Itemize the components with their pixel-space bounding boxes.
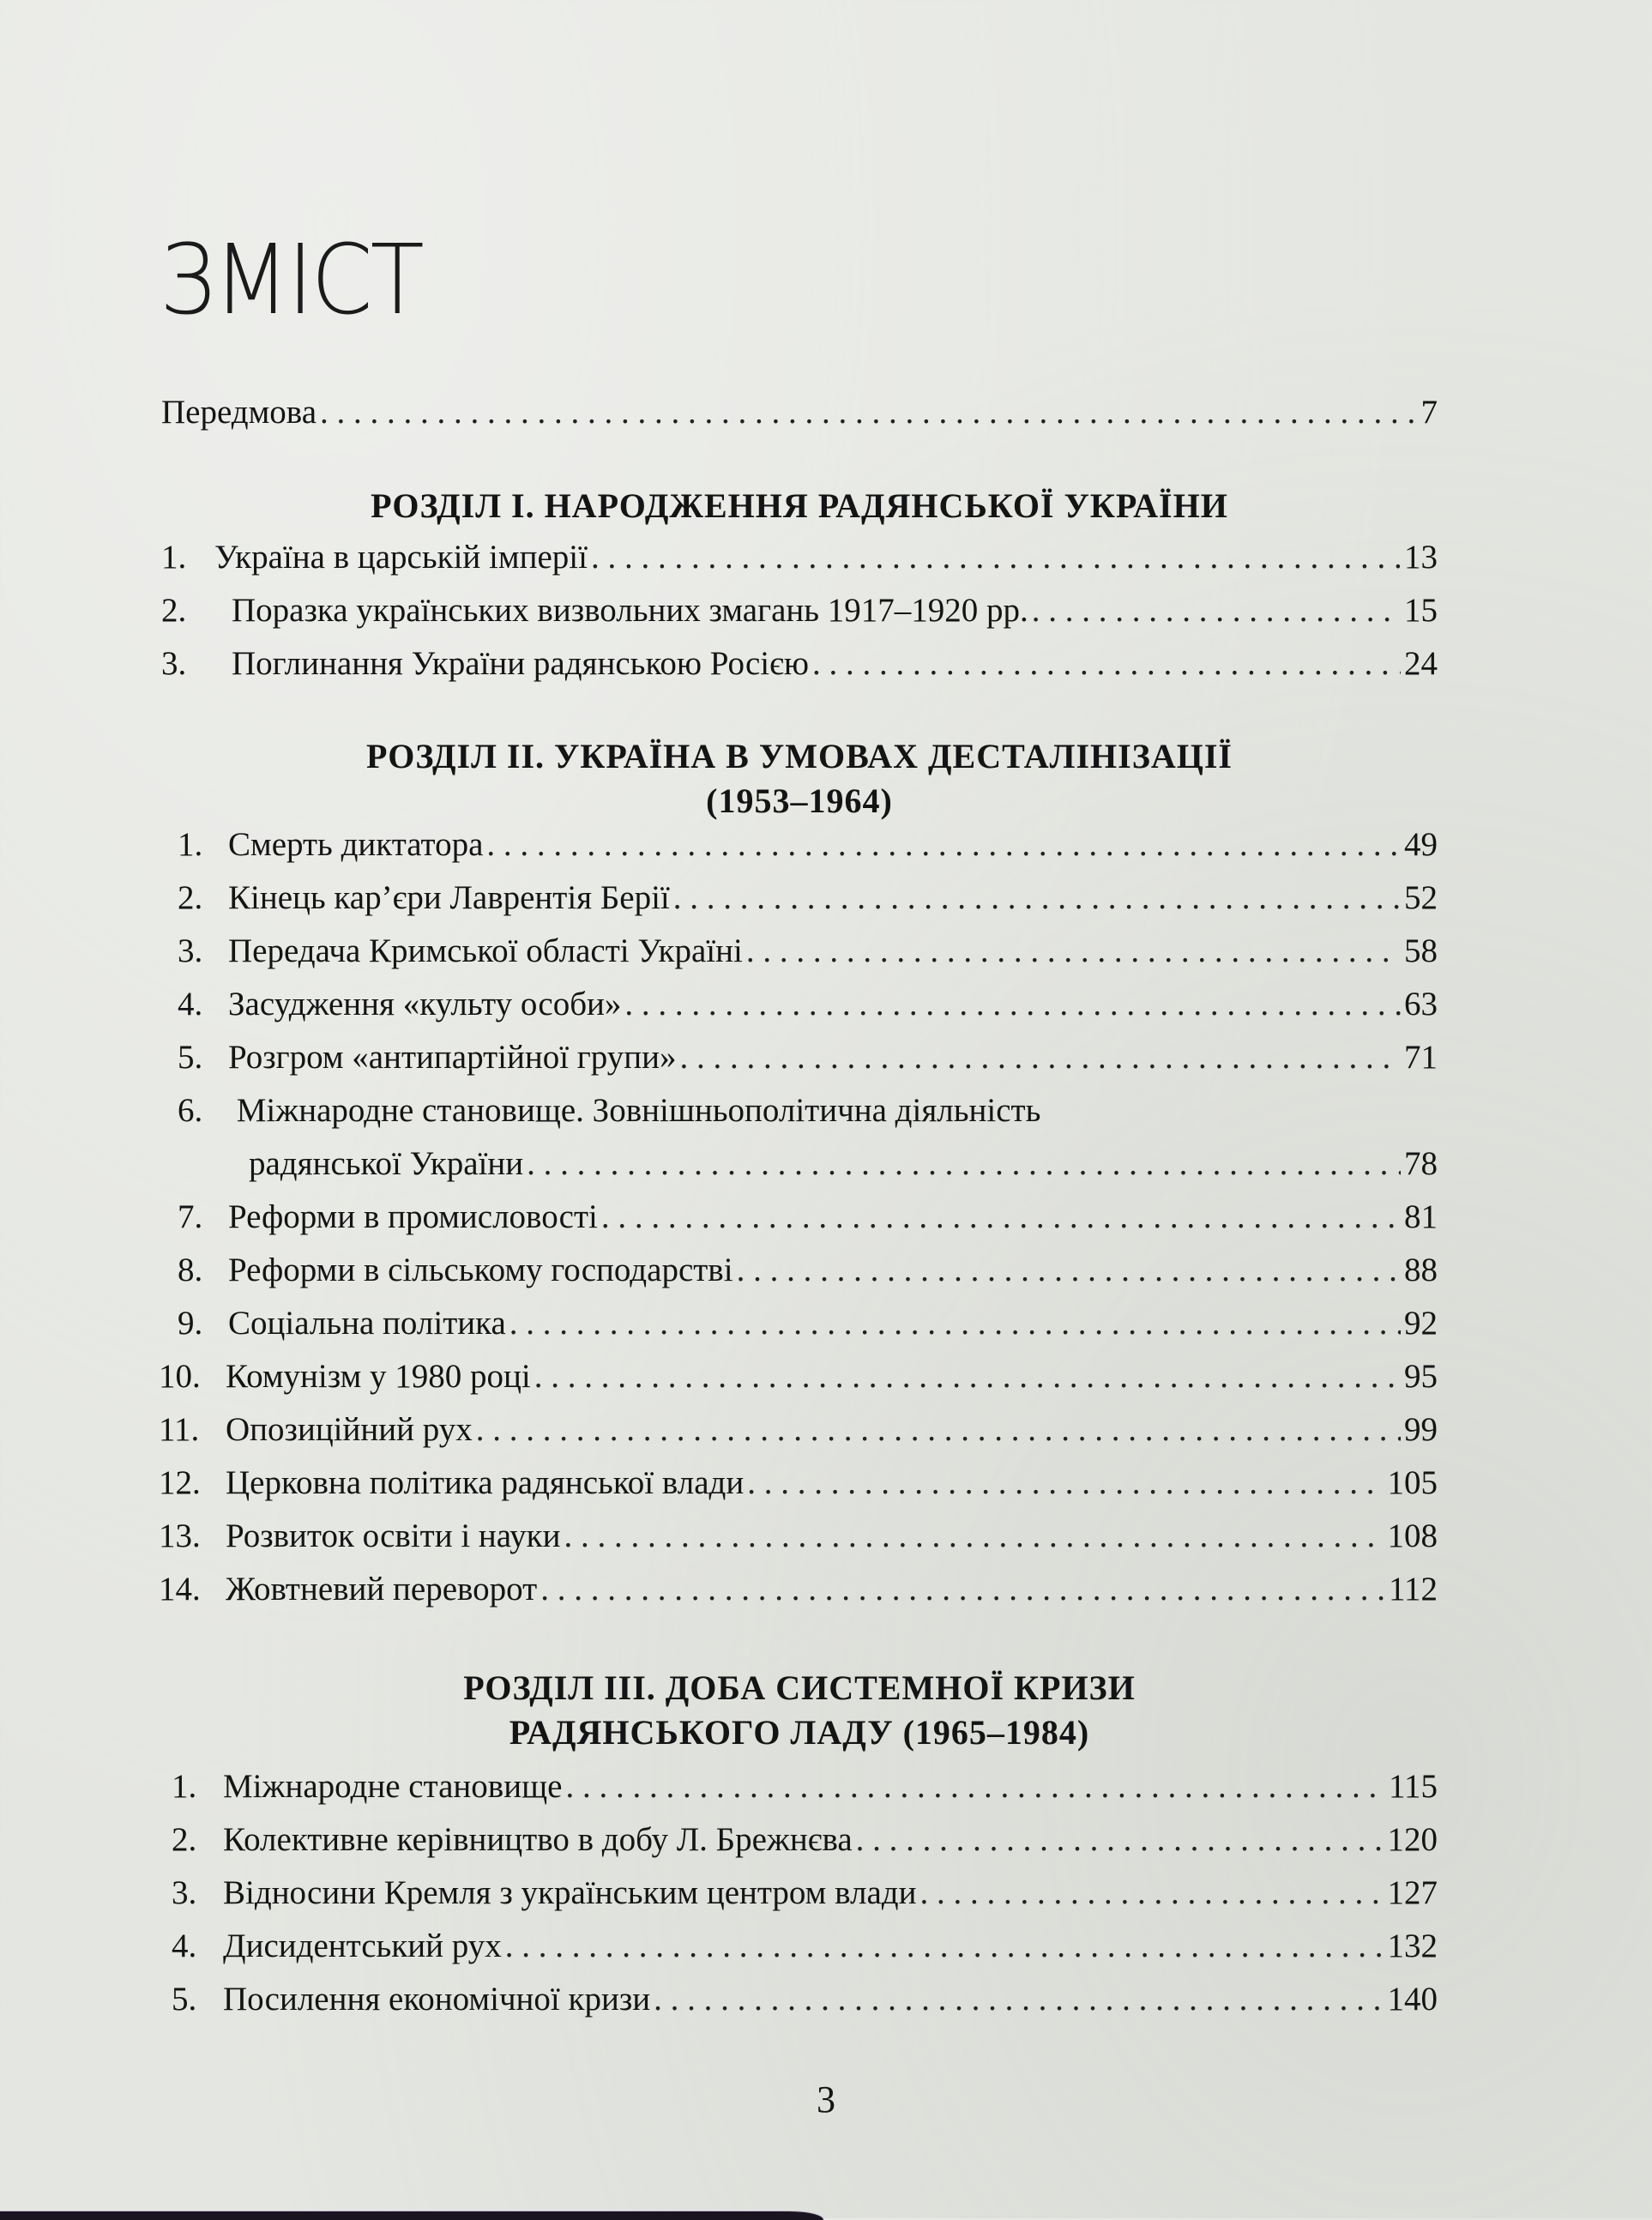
toc-page-number: 140 — [1387, 1981, 1438, 2018]
dot-leader — [565, 1765, 1385, 1808]
dot-leader — [624, 983, 1401, 1026]
section-heading-3-line2: РАДЯНСЬКОГО ЛАДУ (1965–1984) — [509, 1713, 1090, 1752]
dot-leader — [534, 1355, 1401, 1398]
toc-entry-label: Засудження «культу особи» — [228, 986, 622, 1023]
toc-entry[interactable] — [178, 1302, 1438, 1345]
toc-entry-number: 3. — [172, 1874, 197, 1911]
section-heading-2: РОЗДІЛ ІІ. УКРАЇНА В УМОВАХ ДЕСТАЛІНІЗАЦІЇ — [366, 737, 1233, 775]
toc-entry[interactable] — [161, 589, 1438, 632]
toc-entry-number: 5. — [172, 1981, 197, 2018]
toc-entry[interactable] — [172, 1765, 1438, 1808]
dot-leader — [747, 1462, 1384, 1505]
dot-leader — [476, 1409, 1401, 1451]
toc-entry-number: 1. — [172, 1768, 197, 1805]
toc-page-number: 115 — [1388, 1768, 1438, 1805]
toc-entry-label: Колективне керівництво в добу Л. Брежнєва — [223, 1821, 853, 1858]
toc-entry-number: 4. — [178, 986, 203, 1023]
dot-leader — [680, 1036, 1401, 1079]
toc-entry[interactable] — [161, 642, 1438, 685]
toc-entry-preface[interactable] — [161, 391, 1438, 434]
toc-page-number: 120 — [1387, 1821, 1438, 1858]
toc-entry-number: 1. — [161, 539, 187, 576]
book-edge-shadow — [0, 2211, 823, 2220]
toc-entry-number: 2. — [172, 1821, 197, 1858]
dot-leader — [1032, 589, 1401, 632]
toc-entry[interactable] — [159, 1515, 1438, 1558]
toc-entry-label: Реформи в промисловості — [228, 1198, 598, 1235]
toc-entry-number: 13. — [159, 1517, 201, 1554]
toc-entry-label: Опозиційний рух — [226, 1411, 473, 1448]
section-heading-1: РОЗДІЛ І. НАРОДЖЕННЯ РАДЯНСЬКОЇ УКРАЇНИ — [371, 486, 1228, 525]
toc-entry-number: 9. — [178, 1305, 203, 1342]
dot-leader — [673, 877, 1401, 920]
toc-page-number: 95 — [1404, 1358, 1438, 1395]
toc-entry-label: Смерть диктатора — [228, 826, 484, 863]
toc-entry-label: Посилення економічної кризи — [223, 1981, 651, 2018]
toc-page-number: 81 — [1404, 1198, 1438, 1235]
toc-entry-label: Поразка українських визвольних змагань 1917–1920 рр. — [232, 592, 1028, 629]
toc-page-number: 88 — [1404, 1252, 1438, 1288]
toc-entry[interactable] — [172, 1925, 1438, 1968]
toc-entry-label: Міжнародне становище. Зовнішньополітична діяльність — [236, 1092, 1041, 1129]
toc-entry-number: 12. — [159, 1464, 201, 1501]
dot-leader — [654, 1978, 1384, 2021]
toc-entry-label: Дисидентський рух — [223, 1927, 502, 1964]
dot-leader — [591, 536, 1401, 579]
toc-entry[interactable] — [172, 1819, 1438, 1861]
toc-entry-label: Передмова — [161, 394, 317, 431]
toc-page-number: 132 — [1387, 1927, 1438, 1964]
page-number: 3 — [817, 2078, 835, 2120]
toc-page-number: 112 — [1388, 1571, 1438, 1608]
toc-entry-label: Міжнародне становище — [223, 1768, 563, 1805]
toc-entry[interactable] — [178, 930, 1438, 973]
toc-entry[interactable] — [161, 536, 1438, 579]
dot-leader — [856, 1819, 1384, 1861]
toc-entry-label: Відносини Кремля з українським центром влади — [223, 1874, 917, 1911]
toc-entry-number: 3. — [178, 932, 203, 969]
toc-entry[interactable] — [249, 1143, 1438, 1185]
page-title: ЗМІСТ — [160, 225, 422, 336]
toc-entry-number: 10. — [159, 1358, 201, 1395]
toc-entry[interactable] — [178, 1036, 1438, 1079]
toc-entry[interactable] — [159, 1568, 1438, 1611]
toc-entry-label: Кінець кар’єри Лаврентія Берії — [228, 879, 670, 916]
toc-page-number: 15 — [1404, 592, 1438, 629]
toc-entry-label-continued: радянської України — [249, 1145, 524, 1182]
toc-entry[interactable] — [172, 1978, 1438, 2021]
toc-entry[interactable] — [159, 1462, 1438, 1505]
toc-page-number: 63 — [1404, 986, 1438, 1023]
dot-leader — [737, 1249, 1401, 1292]
toc-entry[interactable] — [178, 1249, 1438, 1292]
dot-leader — [812, 642, 1401, 685]
toc-entry[interactable] — [159, 1355, 1438, 1398]
toc-entry-number: 4. — [172, 1927, 197, 1964]
toc-entry-number: 1. — [178, 826, 203, 863]
toc-entry-number: 7. — [178, 1198, 203, 1235]
toc-page-number: 24 — [1404, 645, 1438, 682]
toc-entry-label: Церковна політика радянської влади — [226, 1464, 745, 1501]
dot-leader — [540, 1568, 1385, 1611]
toc-entry-number: 11. — [159, 1411, 200, 1448]
toc-entry[interactable] — [178, 823, 1438, 866]
toc-entry-label: Реформи в сільському господарстві — [228, 1252, 733, 1288]
toc-entry-number: 5. — [178, 1039, 203, 1076]
toc-entry-number: 14. — [159, 1571, 201, 1608]
dot-leader — [564, 1515, 1384, 1558]
toc-entry-number: 2. — [161, 592, 187, 629]
section-heading-3: РОЗДІЛ ІІІ. ДОБА СИСТЕМНОЇ КРИЗИ — [463, 1668, 1136, 1707]
toc-page-number: 58 — [1404, 932, 1438, 969]
toc-entry-label: Жовтневий переворот — [226, 1571, 538, 1608]
section-heading-2-years: (1953–1964) — [706, 781, 893, 820]
toc-page-number: 92 — [1404, 1305, 1438, 1342]
dot-leader — [527, 1143, 1401, 1185]
toc-entry-number: 8. — [178, 1252, 203, 1288]
toc-entry-number: 2. — [178, 879, 203, 916]
toc-page-number: 49 — [1404, 826, 1438, 863]
dot-leader — [601, 1196, 1401, 1239]
toc-entry-label: Розгром «антипартійної групи» — [228, 1039, 677, 1076]
toc-page-number: 99 — [1404, 1411, 1438, 1448]
toc-entry-label: Україна в царській імперії — [214, 539, 588, 576]
dot-leader — [320, 391, 1417, 434]
toc-entry-label: Передача Кримської області Україні — [228, 932, 743, 969]
toc-entry[interactable] — [178, 983, 1438, 1026]
toc-page-number: 52 — [1404, 879, 1438, 916]
toc-entry-label: Комунізм у 1980 році — [226, 1358, 531, 1395]
dot-leader — [486, 823, 1401, 866]
toc-entry[interactable] — [172, 1872, 1438, 1915]
toc-entry-number: 3. — [161, 645, 187, 682]
toc-entry-number: 6. — [178, 1092, 203, 1129]
toc-entry-label: Поглинання України радянською Росією — [232, 645, 810, 682]
toc-entry-label: Розвиток освіти і науки — [226, 1517, 561, 1554]
dot-leader — [746, 930, 1401, 973]
toc-entry-wrapped-first-line[interactable] — [178, 1089, 1040, 1132]
dot-leader — [919, 1872, 1384, 1915]
toc-page-number: 7 — [1420, 394, 1438, 431]
toc-page-number: 105 — [1387, 1464, 1438, 1501]
toc-page-number: 108 — [1387, 1517, 1438, 1554]
toc-entry[interactable] — [178, 877, 1438, 920]
toc-entry[interactable] — [178, 1196, 1438, 1239]
toc-entry[interactable] — [159, 1409, 1438, 1451]
dot-leader — [509, 1302, 1401, 1345]
toc-page-number: 13 — [1404, 539, 1438, 576]
toc-entry-label: Соціальна політика — [228, 1305, 506, 1342]
dot-leader — [505, 1925, 1384, 1968]
toc-page-number: 78 — [1404, 1145, 1438, 1182]
toc-page-number: 71 — [1404, 1039, 1438, 1076]
toc-page-number: 127 — [1387, 1874, 1438, 1911]
